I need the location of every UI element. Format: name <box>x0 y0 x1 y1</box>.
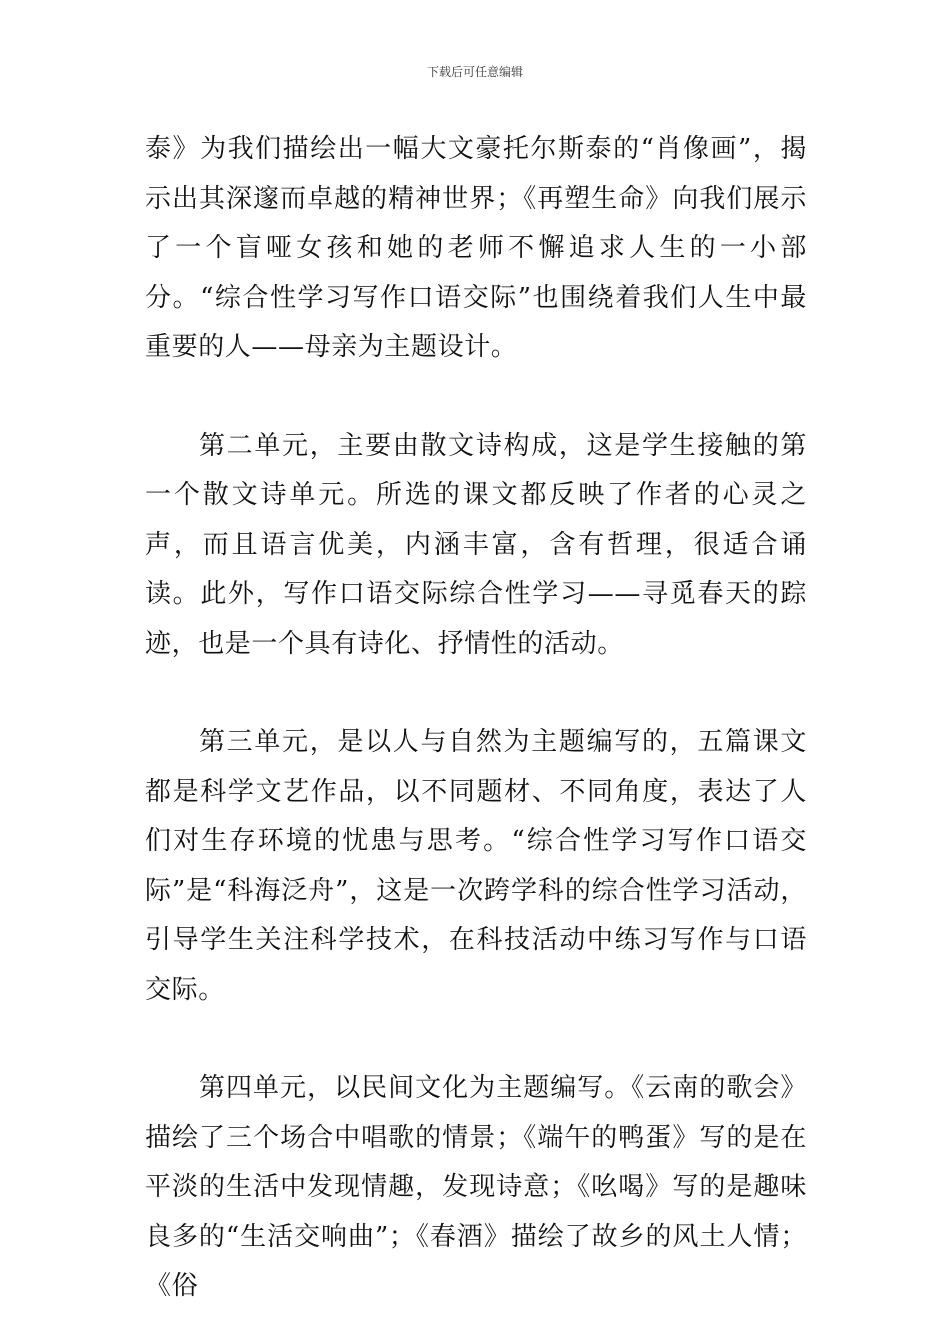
paragraph-continued: 泰》为我们描绘出一幅大文豪托尔斯泰的“肖像画”，揭示出其深邃而卓越的精神世界；《再塑生命》向我们展示了一个盲哑女孩和她的老师不懈追求人生的一小部分。“综合性学习写作口语交际”也围绕着我们人生中最重要的人——母亲为主题设计。 <box>145 134 807 362</box>
paragraph-unit-three: 第三单元，是以人与自然为主题编写的，五篇课文都是科学文艺作品，以不同题材、不同角度，表达了人们对生存环境的忧患与思考。“综合性学习写作口语交际”是“科海泛舟”，这是一次跨学科的综合性学习活动，引导学生关注科学技术，在科技活动中练习写作与口语交际。 <box>145 727 807 1005</box>
paragraph-spacer <box>145 669 807 718</box>
paragraph-unit-two: 第二单元，主要由散文诗构成，这是学生接触的第一个散文诗单元。所选的课文都反映了作者的心灵之声，而且语言优美，内涵丰富，含有哲理，很适合诵读。此外，写作口语交际综合性学习——寻觅春天的踪迹，也是一个具有诗化、抒情性的活动。 <box>145 430 807 659</box>
paragraph-spacer <box>145 373 807 422</box>
document-body <box>145 125 807 1312</box>
paragraph-spacer <box>145 1015 807 1064</box>
paragraph-unit-four: 第四单元，以民间文化为主题编写。《云南的歌会》描绘了三个场合中唱歌的情景；《端午的鸭蛋》写的是在平淡的生活中发现情趣，发现诗意；《吆喝》写的是趣味良多的“生活交响曲”；《春酒》描绘了故乡的风土人情；《俗 <box>145 1073 807 1301</box>
page-header: 下载后可任意编辑 <box>426 65 523 79</box>
